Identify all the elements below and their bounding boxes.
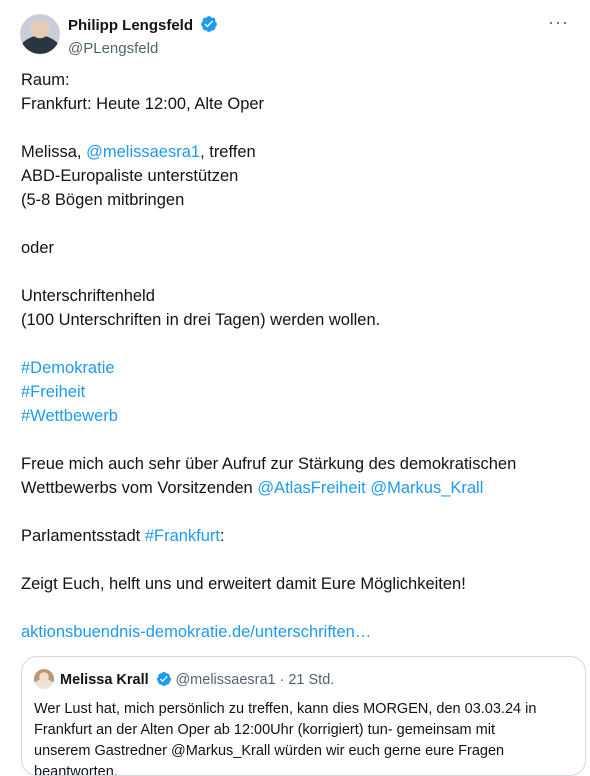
quoted-tweet-header <box>34 669 334 691</box>
text-span: : <box>220 527 225 545</box>
quoted-avatar[interactable] <box>34 669 54 689</box>
quoted-tweet[interactable] <box>21 656 586 776</box>
author-handle[interactable]: @PLengsfeld <box>68 40 159 57</box>
text-line: Unterschriftenheld <box>21 287 155 305</box>
avatar[interactable] <box>20 14 60 54</box>
more-options-icon[interactable]: ··· <box>548 12 569 32</box>
quoted-text-line: unserem Gastredner @Markus_Krall würden wir euch gerne eure Fragen <box>34 743 505 759</box>
quoted-author-handle[interactable]: @melissaesra1 <box>175 672 276 688</box>
text-line: Zeigt Euch, helft uns und erweitert damit Eure Möglichkeiten! <box>21 575 466 593</box>
text-line <box>21 476 576 500</box>
text-line: (5-8 Bögen mitbringen <box>21 191 185 209</box>
quoted-timestamp[interactable]: · 21 Std. <box>279 672 335 688</box>
quoted-text-line: Frankfurt an der Alten Oper ab 12:00Uhr (korrigiert) tun- gemeinsam mit <box>34 722 495 738</box>
external-url-link[interactable]: aktionsbuendnis-demokratie.de/unterschriften… <box>21 623 372 641</box>
hashtag-link[interactable]: #Wettbewerb <box>21 407 118 425</box>
mention-link[interactable]: @Markus_Krall <box>370 479 484 497</box>
text-span: Parlamentsstadt <box>21 527 145 545</box>
text-line: (100 Unterschriften in drei Tagen) werden wollen. <box>21 311 381 329</box>
author-names <box>68 15 218 59</box>
mention-link[interactable]: @AtlasFreiheit <box>257 479 366 497</box>
hashtag-link[interactable]: #Frankfurt <box>144 527 221 545</box>
text-line: Frankfurt: Heute 12:00, Alte Oper <box>21 95 265 113</box>
hashtag-link[interactable]: #Freiheit <box>21 383 86 401</box>
text-line: Freue mich auch sehr über Aufruf zur Stärkung des demokratischen <box>21 455 517 473</box>
text-span: Melissa, <box>21 143 87 161</box>
quoted-text-line: Wer Lust hat, mich persönlich zu treffen, kann dies MORGEN, den 03.03.24 in <box>34 701 537 717</box>
quoted-author-name[interactable]: Melissa Krall <box>60 672 149 688</box>
author-name[interactable]: Philipp Lengsfeld <box>68 17 194 34</box>
verified-badge-icon <box>200 15 218 38</box>
text-line: oder <box>21 239 55 257</box>
text-line: Raum: <box>21 71 70 89</box>
text-line <box>21 140 576 164</box>
text-line <box>21 524 576 548</box>
quoted-tweet-text <box>34 699 574 776</box>
text-line: ABD-Europaliste unterstützen <box>21 167 239 185</box>
tweet-text <box>21 68 576 644</box>
hashtag-link[interactable]: #Demokratie <box>21 359 115 377</box>
mention-link[interactable]: @melissaesra1 <box>86 143 201 161</box>
text-span: Wettbewerbs vom Vorsitzenden <box>21 479 258 497</box>
quoted-text-line: beantworten. <box>34 764 118 776</box>
text-span: , treffen <box>200 143 256 161</box>
tweet-header <box>20 12 575 60</box>
verified-badge-icon <box>156 671 172 690</box>
